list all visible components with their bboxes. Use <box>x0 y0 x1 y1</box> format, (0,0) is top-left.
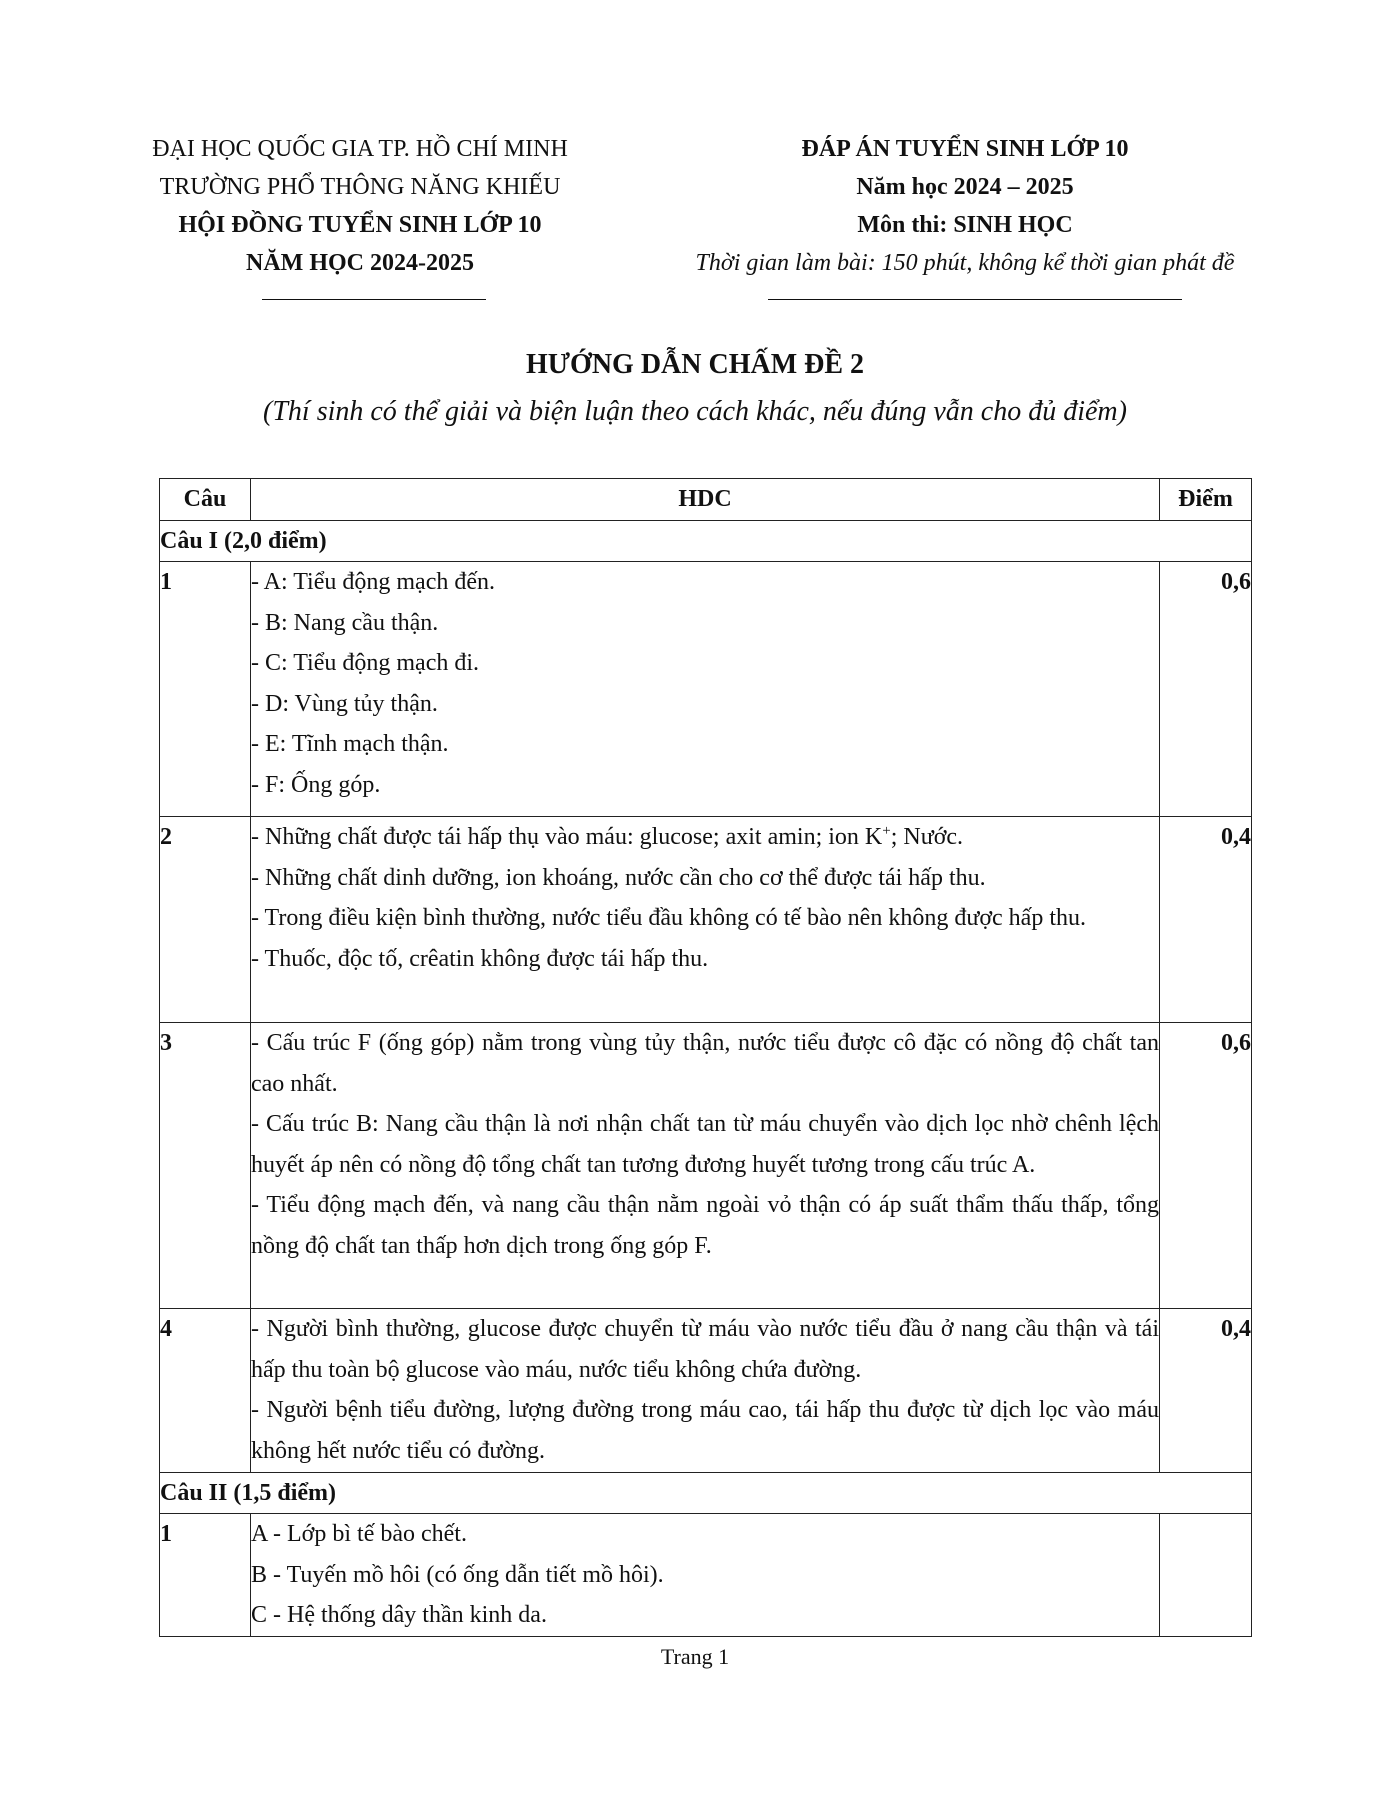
answer-line: - B: Nang cầu thận. <box>251 609 439 636</box>
table-row <box>160 1514 1252 1637</box>
answer-line: - Thuốc, độc tố, crêatin không được tái hấp thu. <box>251 945 709 972</box>
question-number: 1 <box>160 1514 251 1637</box>
answer-key-title: ĐÁP ÁN TUYỂN SINH LỚP 10 <box>801 136 1129 162</box>
answer-line: - Người bệnh tiểu đường, lượng đường trong máu cao, tái hấp thu được từ dịch lọc vào máu không hết nước tiểu có đường. <box>251 1397 1159 1464</box>
superscript: + <box>882 823 891 839</box>
table-header-row <box>160 479 1252 521</box>
header-right <box>655 130 1275 282</box>
points <box>1160 1514 1252 1637</box>
answer-line: - D: Vùng tủy thận. <box>251 690 438 717</box>
answer-text <box>251 1514 1160 1637</box>
answer-text <box>251 817 1160 1023</box>
answer-line-text: - Những chất được tái hấp thụ vào máu: glucose; axit amin; ion K <box>251 824 883 850</box>
page-title: HƯỚNG DẪN CHẤM ĐỀ 2 <box>525 349 865 380</box>
section-row <box>160 521 1252 562</box>
answer-text <box>251 562 1160 817</box>
answer-line: B - Tuyến mồ hôi (có ống dẫn tiết mồ hôi). <box>251 1561 664 1588</box>
points: 0,4 <box>1160 1309 1252 1473</box>
table-row <box>160 817 1252 1023</box>
answer-line: - C: Tiểu động mạch đi. <box>251 650 480 676</box>
school-year-left: NĂM HỌC 2024-2025 <box>246 250 474 276</box>
points: 0,6 <box>1160 562 1252 817</box>
question-number: 1 <box>160 562 251 817</box>
answer-line: A - Lớp bì tế bào chết. <box>251 1521 467 1547</box>
header-right-rule <box>768 299 1182 300</box>
answer-line: - A: Tiểu động mạch đến. <box>251 569 495 595</box>
header-hdc: HDC <box>251 479 1160 521</box>
question-number: 4 <box>160 1309 251 1473</box>
answer-text <box>251 1309 1160 1473</box>
exam-duration: Thời gian làm bài: 150 phút, không kể thời gian phát đề <box>695 250 1235 276</box>
header-left-rule <box>262 299 486 300</box>
page-number: Trang 1 <box>660 1644 730 1669</box>
grading-table <box>159 478 1252 1637</box>
page-subtitle: (Thí sinh có thể giải và biện luận theo cách khác, nếu đúng vẫn cho đủ điểm) <box>263 396 1127 427</box>
answer-line: - Cấu trúc F (ống góp) nằm trong vùng tủy thận, nước tiểu được cô đặc có nồng độ chất tan cao nhất. <box>251 1030 1159 1097</box>
answer-line: - Trong điều kiện bình thường, nước tiểu đầu không có tế bào nên không được hấp thu. <box>251 905 1086 931</box>
subject: Môn thi: SINH HỌC <box>857 212 1073 238</box>
answer-line: - E: Tĩnh mạch thận. <box>251 731 449 757</box>
header-cau: Câu <box>160 479 251 521</box>
section-cau-2: Câu II (1,5 điểm) <box>160 1473 1252 1514</box>
table-row <box>160 1309 1252 1473</box>
points: 0,6 <box>1160 1023 1252 1309</box>
answer-line-text: ; Nước. <box>890 824 964 850</box>
council-name: HỘI ĐỒNG TUYỂN SINH LỚP 10 <box>178 212 542 238</box>
section-cau-1: Câu I (2,0 điểm) <box>160 521 1252 562</box>
table-row <box>160 562 1252 817</box>
answer-line: - Những chất dinh dưỡng, ion khoáng, nước cần cho cơ thể được tái hấp thu. <box>251 864 986 891</box>
answer-line: - Tiểu động mạch đến, và nang cầu thận nằm ngoài vỏ thận có áp suất thẩm thấu thấp, tổng nồng độ chất tan thấp hơn dịch trong ống góp F. <box>251 1192 1159 1259</box>
points: 0,4 <box>1160 817 1252 1023</box>
header-diem: Điểm <box>1160 479 1252 521</box>
section-row <box>160 1473 1252 1514</box>
table-row <box>160 1023 1252 1309</box>
school-year-right: Năm học 2024 – 2025 <box>856 174 1074 200</box>
answer-line: - F: Ống góp. <box>251 771 381 798</box>
question-number: 2 <box>160 817 251 1023</box>
school-name: TRƯỜNG PHỔ THÔNG NĂNG KHIẾU <box>159 174 561 200</box>
answer-line: C - Hệ thống dây thần kinh da. <box>251 1602 547 1628</box>
answer-line: - Cấu trúc B: Nang cầu thận là nơi nhận chất tan từ máu chuyển vào dịch lọc nhờ chênh lệch huyết áp nên có nồng độ tổng chất tan tương đương huyết tương trong cấu trúc A. <box>251 1111 1159 1178</box>
answer-text <box>251 1023 1160 1309</box>
question-number: 3 <box>160 1023 251 1309</box>
answer-line <box>251 817 1159 858</box>
university-name: ĐẠI HỌC QUỐC GIA TP. HỒ CHÍ MINH <box>152 136 568 162</box>
answer-line: - Người bình thường, glucose được chuyển từ máu vào nước tiểu đầu ở nang cầu thận và tái hấp thu toàn bộ glucose vào máu, nước tiểu không chứa đường. <box>251 1316 1159 1383</box>
header-left <box>140 130 580 282</box>
